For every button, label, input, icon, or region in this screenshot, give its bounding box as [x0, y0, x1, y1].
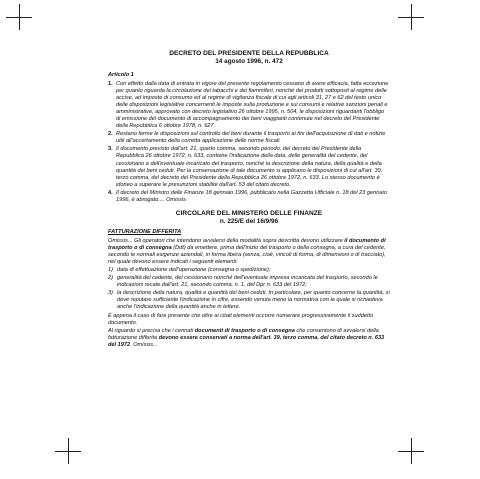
article-label: Articolo 1 [108, 72, 134, 79]
item-number: 3. [108, 146, 113, 153]
crop-mark-top-right [398, 4, 424, 30]
paragraph-emphasis: documenti di trasporto o di consegna [194, 327, 295, 334]
list-text: la descrizione della natura, qualità e quantità dei beni ceduti. In particolare, per quanto concerne la quantità, si deve reputare sufficiente l'indicazione in cifre, essendo venuta meno la normativa con la quale si richiedeva anche l'indicazione della quantità anche in lettere. [117, 290, 390, 311]
list-number: 2) [108, 275, 113, 282]
paragraph: È appena il caso di fare presente che oltre ai citati elementi occorre numerare progressivamente il suddetto documento. [108, 312, 374, 326]
item-text: Il documento previsto dall'art. 21, quarto comma, secondo periodo, del decreto del Presidente della Repubblica 26 ottobre 1972, n. 633, contiene l'indicazione della data, delle generalità del cedente, del cessionario e dell'eventuale incaricato del trasporto, nonché la descrizione della natura, della qualità e della quantità dei beni ceduti. Per la conservazione di tale documento si applicano le disposizioni di cui all'art. 39, terzo comma, del decreto del Presidente della Repubblica 26 ottobre 1972, n. 633. Lo stesso documento è idoneo a superare le presunzioni stabilite dall'art. 53 del citato decreto. [116, 146, 383, 188]
paragraph-text: . Omissis... [130, 341, 158, 348]
article-item [108, 81, 390, 131]
paragraph-text: Al riguardo si precisa che i cennati [108, 327, 195, 334]
paragraph [108, 238, 390, 266]
decree-subtitle: 14 agosto 1996, n. 472 [215, 58, 283, 66]
section-heading: FATTURAZIONE DIFFERITA [108, 228, 182, 235]
item-number: 1. [108, 80, 113, 87]
list-item [108, 290, 390, 311]
list-number: 1) [108, 266, 113, 273]
item-number: 4. [108, 189, 113, 196]
paragraph [108, 328, 390, 349]
paragraph-text: Omissis... Gli operatori che intendono avvalersi della modalità sopra descritta devono utilizzare [108, 237, 345, 244]
list-text: generalità del cedente, del cessionario nonché dell'eventuale impresa incaricata del trasporto, secondo le indicazioni recate dall'art. 21, secondo comma, n. 1, del Dpr n. 633 del 1972; [117, 275, 378, 289]
decree-title: DECRETO DEL PRESIDENTE DELLA REPUBBLICA [169, 50, 329, 57]
crop-mark-bottom-left [55, 438, 81, 464]
item-text: Con effetto dalla data di entrata in vigore del presente regolamento cessano di avere efficacia, fatta eccezione per quanto riguarda la circolazione dei tabacchi e dei fiammiferi, nonché dei prodotti sottoposti al regime delle accise, ad imposte di consumo ed al regime di vigilanza fiscale di cui agli articoli 31, 27 e 62 del testo unico delle disposizioni legislative concernenti le imposte sulla produzione e sui consumi e relative sanzioni penali e amministrative, approvato con decreto legislativo 26 ottobre 1995, n. 504, le disposizioni riguardanti l'obbligo di emissione del documento di accompagnamento dei beni viaggianti contenute nel decreto del Presidente della Repubblica 6 ottobre 1978, n. 627. [116, 80, 389, 130]
item-number: 2. [108, 131, 113, 138]
paragraph-emphasis: il documento di trasporto o di consegna [108, 237, 386, 251]
circular-title: CIRCOLARE DEL MINISTERO DELLE FINANZE [175, 210, 323, 218]
crop-mark-bottom-right [398, 438, 424, 464]
list-text: data di effettuazione dell'operazione (consegna o spedizione); [117, 266, 271, 273]
paragraph-text: (Ddt) da emettere, prima dell'inizio del trasporto o della consegna, a cura del cedente, secondo le normali esigenze aziendali, in forma libera (senza, cioè, vincoli di forma, di dimensioni o di tracciato), nel quale devono essere indicati i seguenti elementi: [108, 244, 386, 265]
article-item [108, 131, 390, 145]
paragraph-emphasis: devono essere conservati a norma dell'art. 39, terzo comma, del citato decreto n. 633 del 1972 [108, 334, 385, 348]
paragraph-text: che consentono di avvalersi della fatturazione differita [108, 327, 379, 341]
article-item [108, 190, 390, 204]
item-text: Restano ferme le disposizioni sul controllo dei beni durante il trasporto ai fini dell'acquisizione di dati e notizie utili all'accertamento della corretta applicazione delle norme fiscali. [116, 131, 386, 145]
crop-mark-top-left [6, 4, 32, 30]
document-page [108, 50, 390, 350]
item-text: Il decreto del Ministro delle Finanze 18 gennaio 1996, pubblicato nella Gazzetta Ufficiale n. 18 del 23 gennaio 1996, è abrogato.... Omissis [116, 189, 387, 203]
list-number: 3) [108, 290, 113, 297]
list-item [108, 275, 390, 289]
article-item [108, 146, 390, 189]
circular-subtitle: n. 225/E del 16/9/96 [219, 218, 279, 226]
list-item [108, 267, 390, 274]
